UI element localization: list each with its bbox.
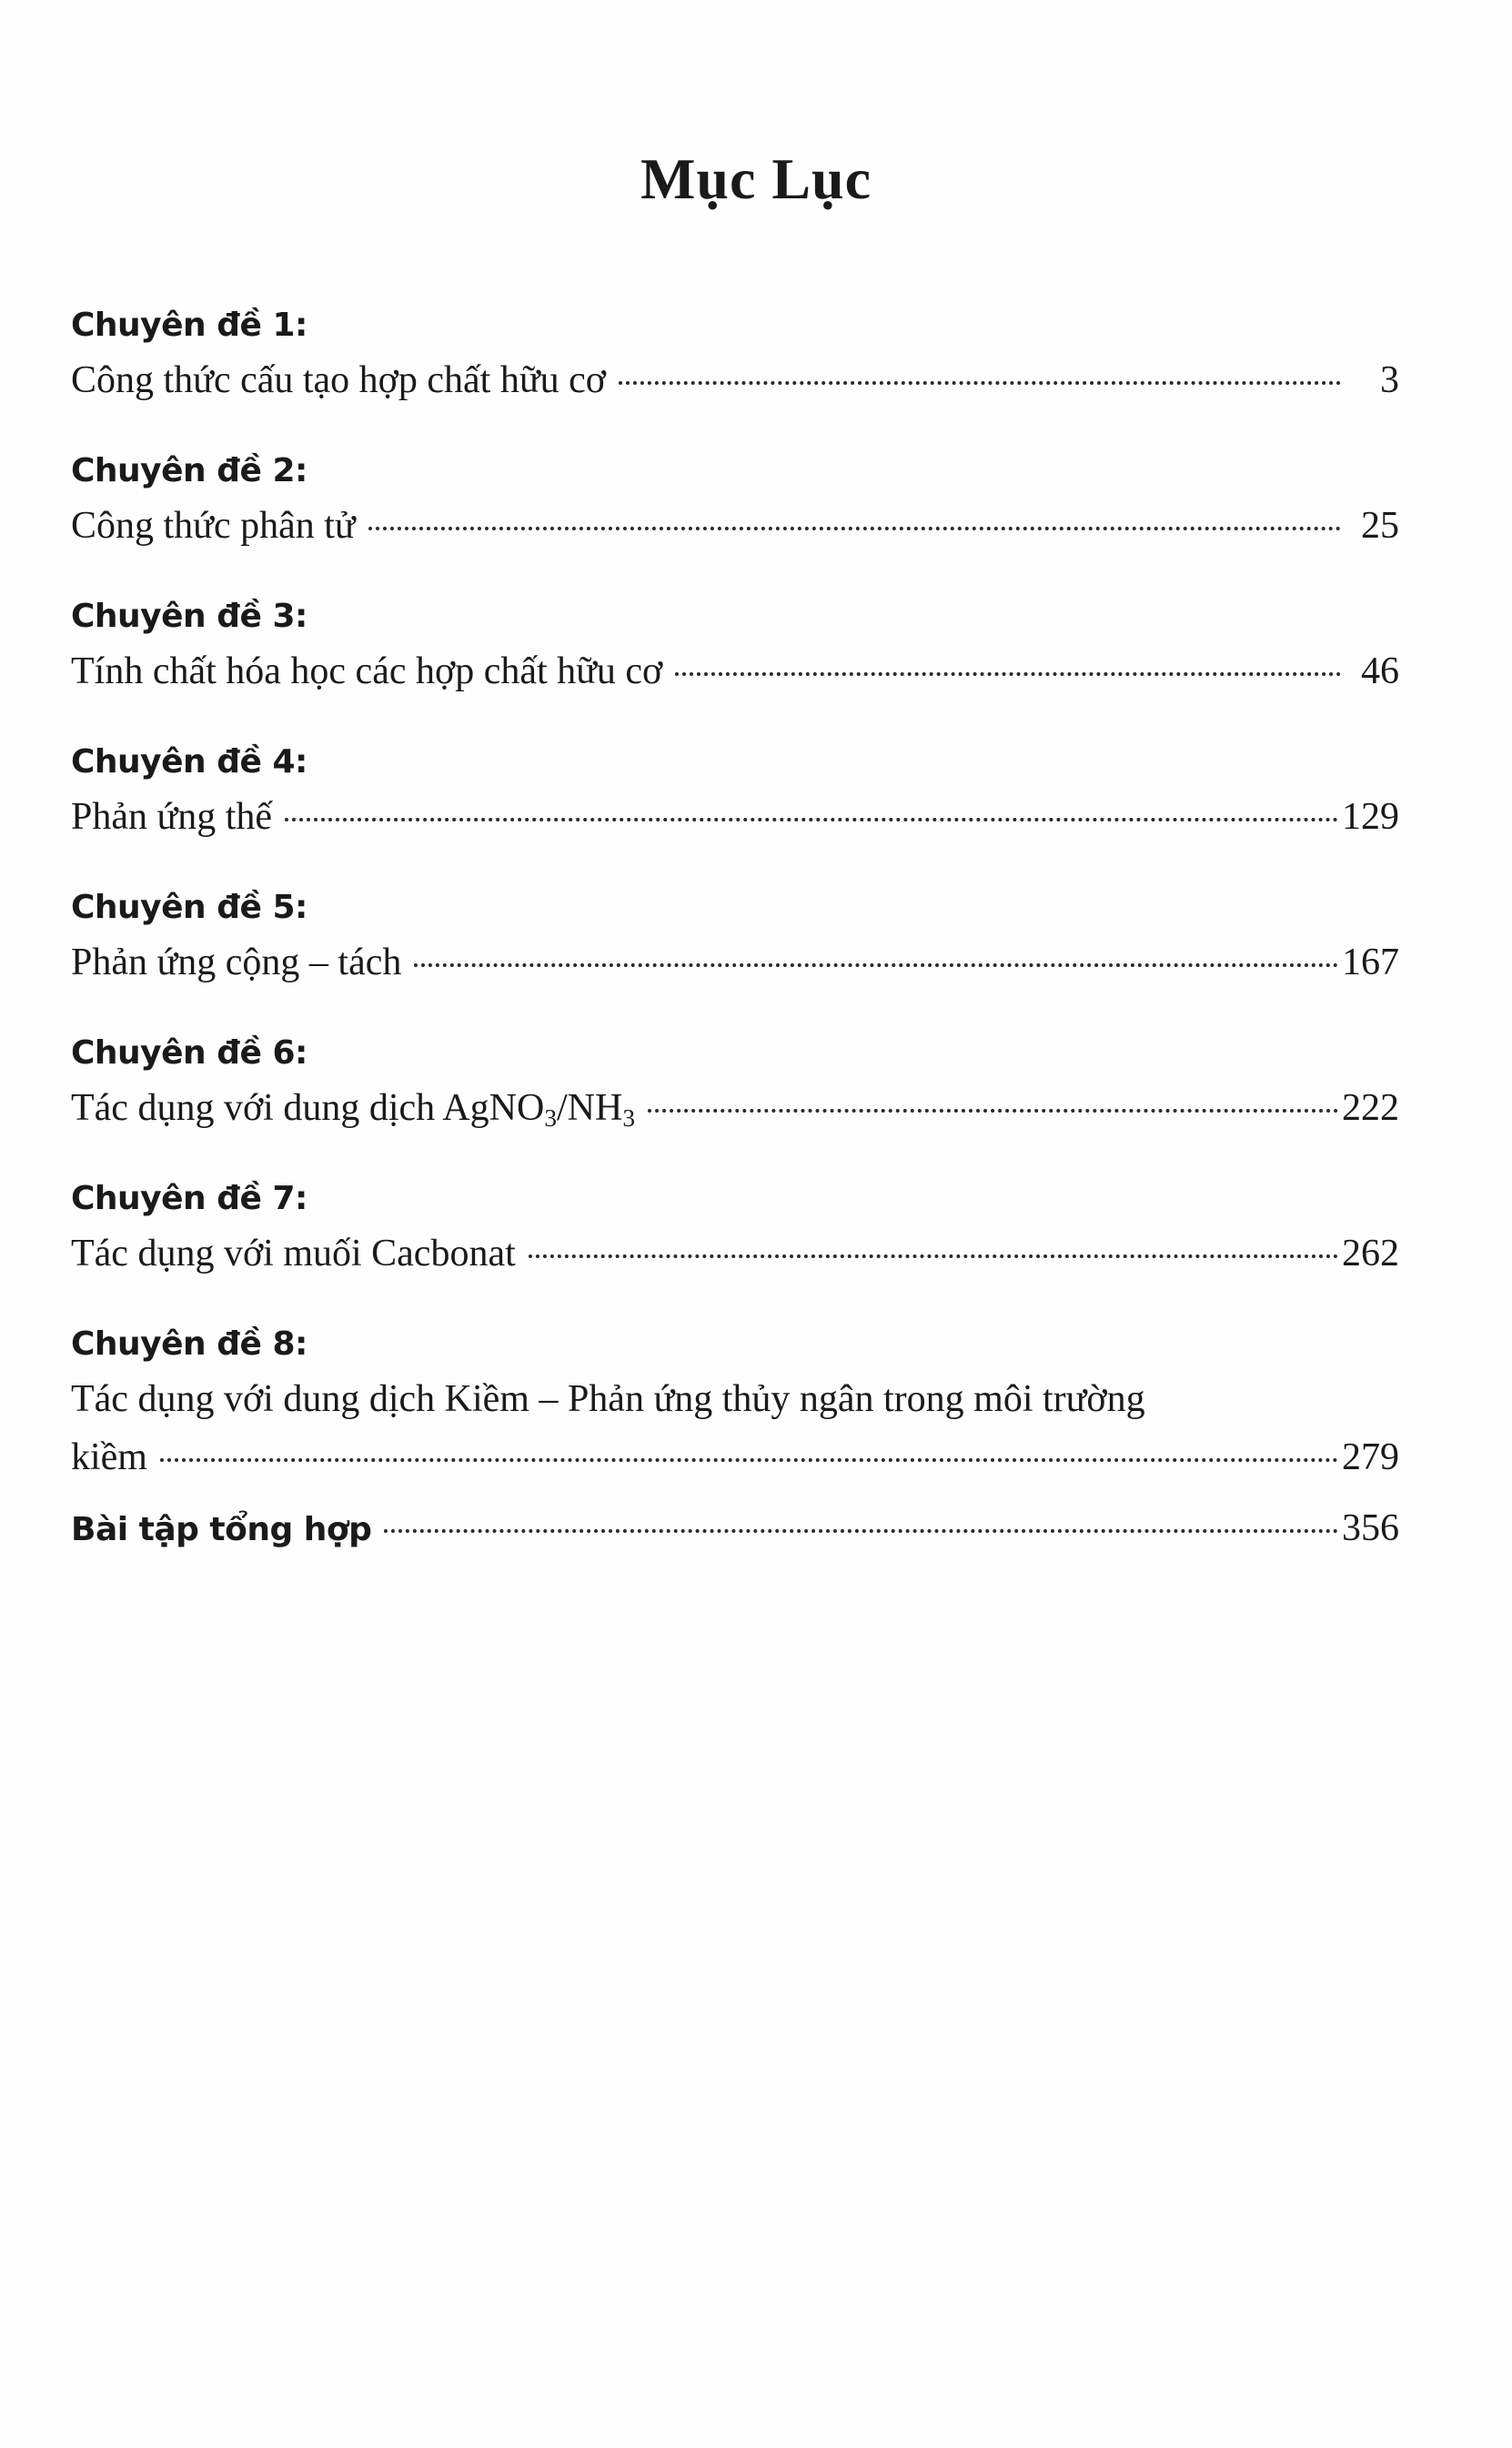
toc-page-number: 129 bbox=[1342, 796, 1399, 838]
toc-entry-2[interactable] bbox=[71, 497, 1399, 555]
subscript: 3 bbox=[544, 1103, 557, 1132]
chapter-heading-3: Chuyên đề 3: bbox=[71, 598, 307, 635]
dot-leader bbox=[160, 1458, 1338, 1462]
toc-entry-6[interactable] bbox=[71, 1079, 1399, 1137]
toc-page-number: 167 bbox=[1342, 942, 1399, 983]
chapter-heading-8: Chuyên đề 8: bbox=[71, 1325, 307, 1363]
toc-entry-label: Phản ứng thế bbox=[71, 796, 273, 838]
toc-entry-5[interactable] bbox=[71, 933, 1399, 992]
toc-entry-4[interactable] bbox=[71, 788, 1399, 846]
entry-text: /NH bbox=[556, 1087, 623, 1129]
chapter-heading-7: Chuyên đề 7: bbox=[71, 1180, 307, 1217]
toc-entry-8[interactable] bbox=[71, 1370, 1399, 1486]
toc-entry-label-line2: kiềm bbox=[71, 1436, 147, 1478]
toc-page-number: 25 bbox=[1361, 505, 1399, 547]
toc-entry-summary[interactable] bbox=[71, 1499, 1399, 1557]
toc-entry-3[interactable] bbox=[71, 642, 1399, 700]
entry-text: Tác dụng với dung dịch AgNO bbox=[71, 1087, 545, 1129]
subscript: 3 bbox=[622, 1103, 635, 1132]
dot-leader bbox=[529, 1254, 1338, 1258]
toc-entry-label: Phản ứng cộng – tách bbox=[71, 942, 402, 983]
chapter-heading-1: Chuyên đề 1: bbox=[71, 307, 307, 344]
toc-entry-label: Tính chất hóa học các hợp chất hữu cơ bbox=[71, 650, 663, 692]
chapter-heading-2: Chuyên đề 2: bbox=[71, 452, 307, 489]
dot-leader bbox=[368, 527, 1341, 530]
toc-page-number: 262 bbox=[1342, 1233, 1399, 1274]
toc-entry-label bbox=[71, 1079, 648, 1137]
toc-entry-label: Tác dụng với muối Cacbonat bbox=[71, 1233, 516, 1274]
dot-leader bbox=[619, 381, 1341, 385]
toc-entry-7[interactable] bbox=[71, 1224, 1399, 1283]
chapter-heading-6: Chuyên đề 6: bbox=[71, 1034, 307, 1072]
dot-leader bbox=[384, 1529, 1338, 1533]
chapter-heading-5: Chuyên đề 5: bbox=[71, 889, 307, 926]
dot-leader bbox=[648, 1109, 1338, 1113]
dot-leader bbox=[285, 818, 1338, 821]
toc-page-number: 356 bbox=[1342, 1507, 1399, 1549]
toc-page-number: 222 bbox=[1342, 1087, 1399, 1129]
toc-page-number: 46 bbox=[1361, 650, 1399, 692]
toc-entry-label: Công thức cấu tạo hợp chất hữu cơ bbox=[71, 359, 606, 401]
toc-entry-label-line1: Tác dụng với dung dịch Kiềm – Phản ứng thủy ngân trong môi trường bbox=[71, 1378, 1145, 1420]
dot-leader bbox=[675, 672, 1341, 676]
toc-page-number: 279 bbox=[1342, 1436, 1399, 1478]
toc-page-number: 3 bbox=[1380, 359, 1399, 401]
toc-entry-1[interactable] bbox=[71, 351, 1399, 409]
toc-entry-label: Công thức phân tử bbox=[71, 505, 356, 547]
chapter-heading-4: Chuyên đề 4: bbox=[71, 743, 307, 781]
page-title: Mục Lục bbox=[640, 146, 872, 211]
summary-label: Bài tập tổng hợp bbox=[71, 1511, 372, 1548]
table-of-contents bbox=[71, 300, 1399, 1557]
dot-leader bbox=[414, 963, 1338, 967]
